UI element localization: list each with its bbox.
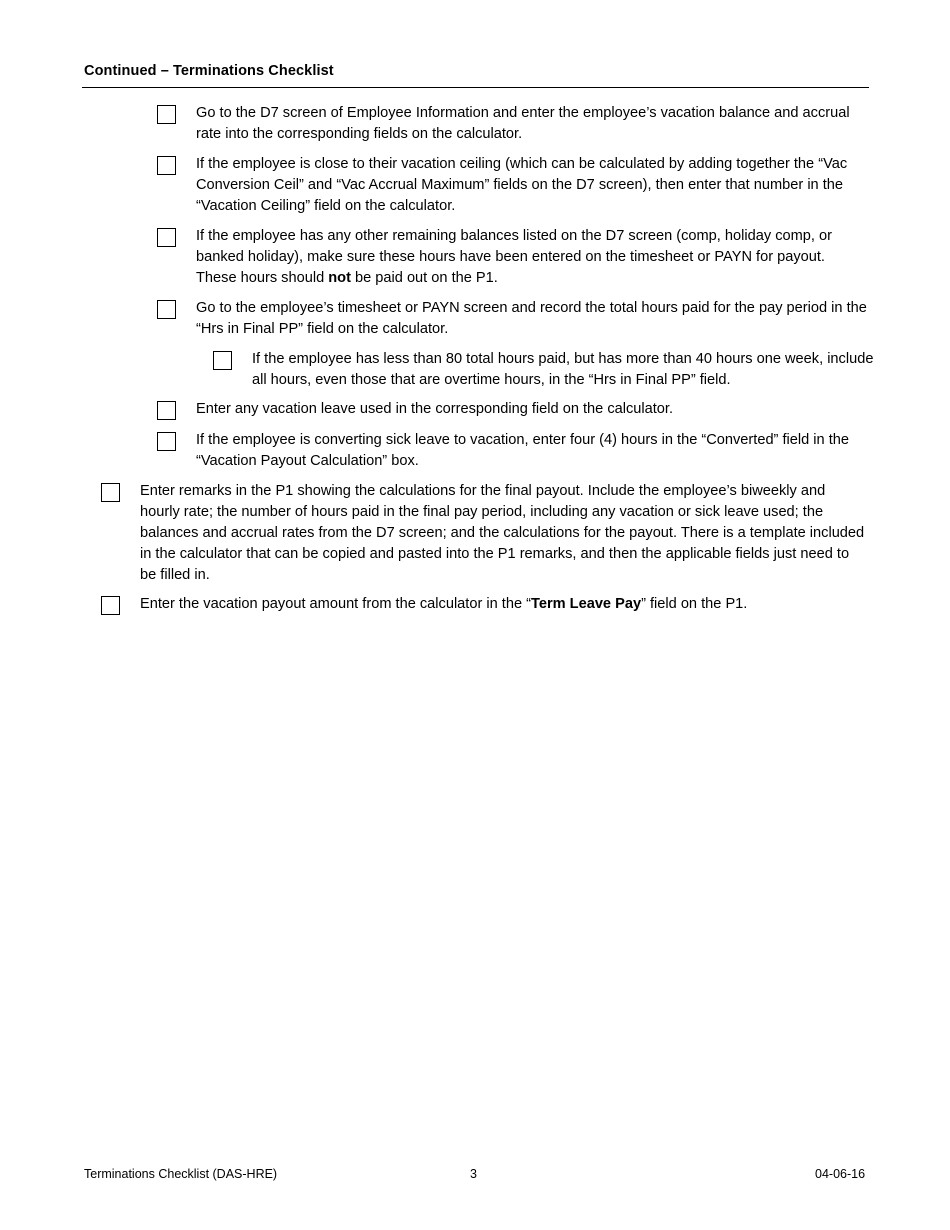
footer-document-title: Terminations Checklist (DAS-HRE) <box>84 1167 278 1181</box>
checkbox[interactable] <box>157 228 176 247</box>
checkbox[interactable] <box>157 432 176 451</box>
checklist-item-text: Enter the vacation payout amount from the calculator in the “Term Leave Pay” field on the P1. <box>140 596 748 612</box>
footer-page-number: 3 <box>470 1167 477 1181</box>
checklist-item-text: Go to the D7 screen of Employee Information and enter the employee’s vacation balance and accrual rate into the corresponding fields on the calculator. <box>196 105 850 142</box>
footer-date: 04-06-16 <box>815 1167 866 1181</box>
checklist-item-text: If the employee is converting sick leave to vacation, enter four (4) hours in the “Converted” field in the “Vacation Payout Calculation” box. <box>196 432 849 469</box>
checkbox[interactable] <box>157 105 176 124</box>
checklist-item-text: If the employee is close to their vacation ceiling (which can be calculated by adding together the “Vac Conversion Ceil” and “Vac Accrual Maximum” fields on the D7 screen), then enter that number in the “Vacation Ceiling” field on the calculator. <box>196 156 848 214</box>
header-divider <box>82 87 869 88</box>
page-header-title: Continued – Terminations Checklist <box>84 63 334 79</box>
checklist-item-text: Go to the employee’s timesheet or PAYN screen and record the total hours paid for the pay period in the “Hrs in Final PP” field on the calculator. <box>196 300 867 337</box>
checkbox[interactable] <box>157 156 176 175</box>
checkbox[interactable] <box>101 483 120 502</box>
checklist-item-text: If the employee has less than 80 total hours paid, but has more than 40 hours one week, include all hours, even those that are overtime hours, in the “Hrs in Final PP” field. <box>252 351 874 388</box>
checkbox[interactable] <box>157 300 176 319</box>
checklist-item-text: If the employee has any other remaining balances listed on the D7 screen (comp, holiday comp, or banked holiday), make sure these hours have been entered on the timesheet or PAYN for payout. These hours should not be paid out on the P1. <box>196 228 832 286</box>
checkbox[interactable] <box>157 401 176 420</box>
checklist-item-text: Enter remarks in the P1 showing the calculations for the final payout. Include the employee’s biweekly and hourly rate; the number of hours paid in the final pay period, including any vacation or sick leave used; the balances and accrual rates from the D7 screen; and the calculations for the payout. There is a template included in the calculator that can be copied and pasted into the P1 remarks, and then the applicable fields just need to be filled in. <box>140 483 865 583</box>
checklist-item-text: Enter any vacation leave used in the corresponding field on the calculator. <box>196 401 674 417</box>
checkbox[interactable] <box>213 351 232 370</box>
checkbox[interactable] <box>101 596 120 615</box>
